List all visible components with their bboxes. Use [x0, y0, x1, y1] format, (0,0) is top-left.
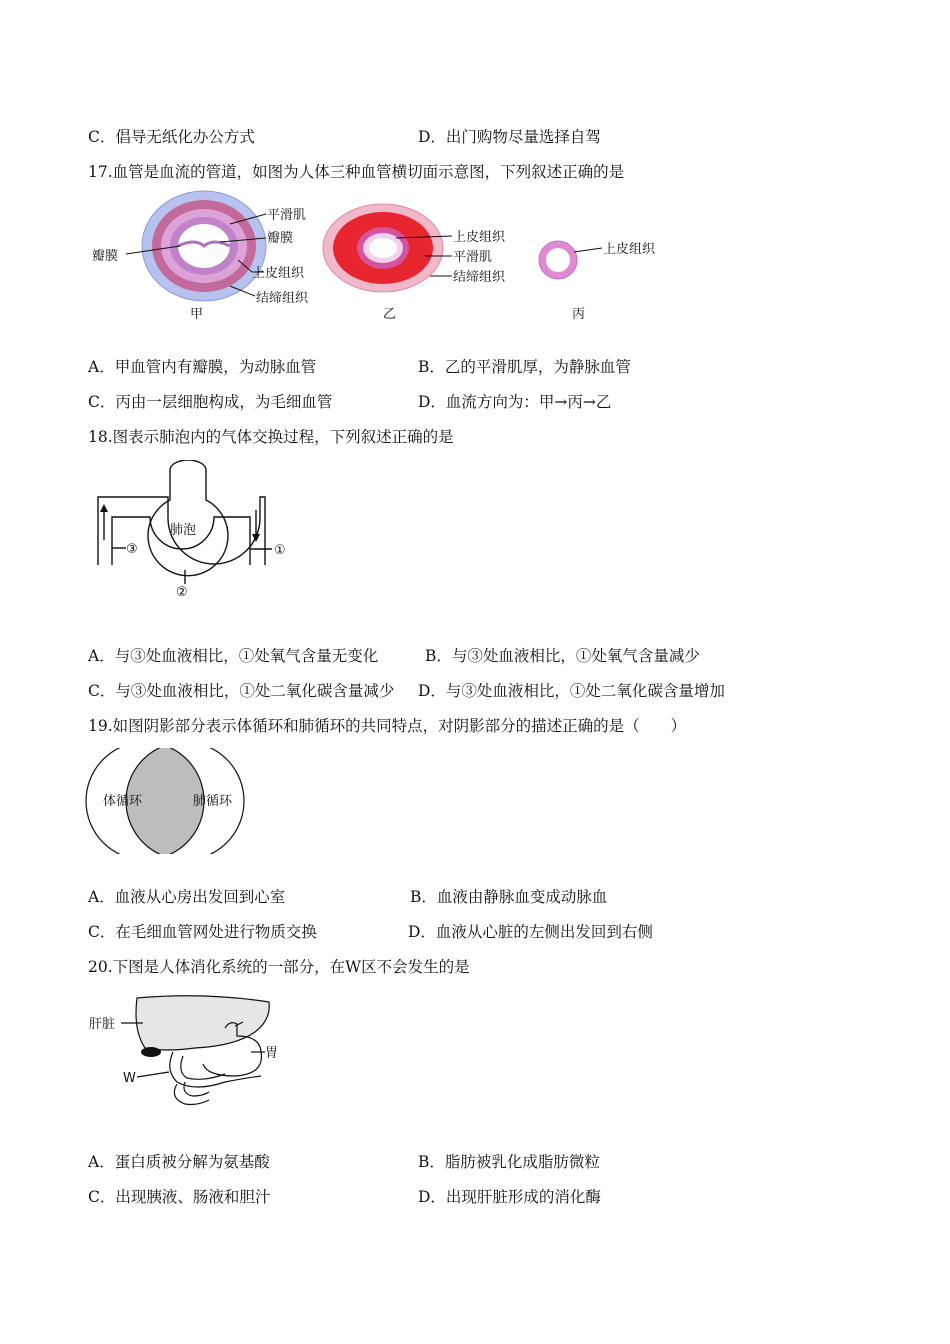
stomach-label: 胃 [265, 1046, 279, 1061]
q18-stem: 18.图表示肺泡内的气体交换过程，下列叙述正确的是 [88, 428, 454, 446]
jia-label-valve: 瓣膜 [267, 231, 294, 246]
q17-option-c: C．丙由一层细胞构成，为毛细血管 [88, 393, 333, 411]
q17-option-a: A．甲血管内有瓣膜，为动脉血管 [88, 358, 317, 376]
capillary-bing [539, 241, 577, 279]
bing-label-epithelium: 上皮组织 [603, 242, 656, 257]
q18-option-d: D．与③处血液相比，①处二氧化碳含量增加 [418, 682, 725, 700]
digestive-figure [85, 990, 295, 1110]
q16-option-c: C．倡导无纸化办公方式 [88, 128, 255, 146]
q19-option-c: C．在毛细血管网处进行物质交换 [88, 923, 317, 941]
jia-label-epithelium: 上皮组织 [252, 266, 305, 281]
alveolus-label: 肺泡 [170, 523, 197, 538]
vessel-yi [323, 204, 443, 292]
yi-label-connective: 结缔组织 [453, 270, 506, 285]
q17-stem: 17.血管是血流的管道，如图为人体三种血管横切面示意图，下列叙述正确的是 [88, 163, 625, 181]
jia-left-label-valve: 瓣膜 [92, 249, 119, 264]
q18-option-c: C．与③处血液相比，①处二氧化碳含量减少 [88, 682, 395, 700]
q17-option-d: D．血流方向为：甲→丙→乙 [418, 393, 612, 411]
q20-option-c: C．出现胰液、肠液和胆汁 [88, 1188, 271, 1206]
yi-label-epithelium: 上皮组织 [453, 230, 506, 245]
jia-label-smooth-muscle: 平滑肌 [267, 208, 307, 223]
venn-left-label: 体循环 [103, 794, 143, 809]
q17-option-b: B．乙的平滑肌厚，为静脉血管 [418, 358, 631, 376]
yi-label-smooth-muscle: 平滑肌 [453, 250, 493, 265]
venn-right-label: 肺循环 [193, 794, 233, 809]
caption-yi: 乙 [383, 307, 397, 322]
q20-stem: 20.下图是人体消化系统的一部分，在W区不会发生的是 [88, 958, 470, 976]
q20-option-b: B．脂肪被乳化成脂肪微粒 [418, 1153, 600, 1171]
q20-option-d: D．出现肝脏形成的消化酶 [418, 1188, 601, 1206]
q19-stem: 19.如图阴影部分表示体循环和肺循环的共同特点，对阴影部分的描述正确的是（ ） [88, 717, 687, 735]
q18-option-b: B．与③处血液相比，①处氧气含量减少 [425, 647, 700, 665]
venn-diagram [85, 748, 255, 854]
q16-option-d: D．出门购物尽量选择自驾 [418, 128, 601, 146]
q19-option-d: D．血液从心脏的左侧出发回到右侧 [408, 923, 653, 941]
q19-option-b: B．血液由静脉血变成动脉血 [410, 888, 608, 906]
liver-label: 肝脏 [89, 1017, 116, 1032]
q19-option-a: A．血液从心房出发回到心室 [88, 888, 286, 906]
marker-3: ③ [126, 542, 138, 557]
artery-vein-jia [142, 191, 266, 301]
marker-1: ① [274, 543, 286, 558]
marker-2: ② [176, 585, 188, 600]
caption-jia: 甲 [190, 307, 204, 322]
blood-vessel-figure [80, 190, 700, 330]
jia-label-connective: 结缔组织 [256, 291, 309, 306]
caption-bing: 丙 [572, 307, 586, 322]
alveolus-figure [90, 460, 310, 605]
q18-option-a: A．与③处血液相比，①处氧气含量无变化 [88, 647, 379, 665]
q20-option-a: A．蛋白质被分解为氨基酸 [88, 1153, 270, 1171]
w-label: W [123, 1071, 136, 1086]
